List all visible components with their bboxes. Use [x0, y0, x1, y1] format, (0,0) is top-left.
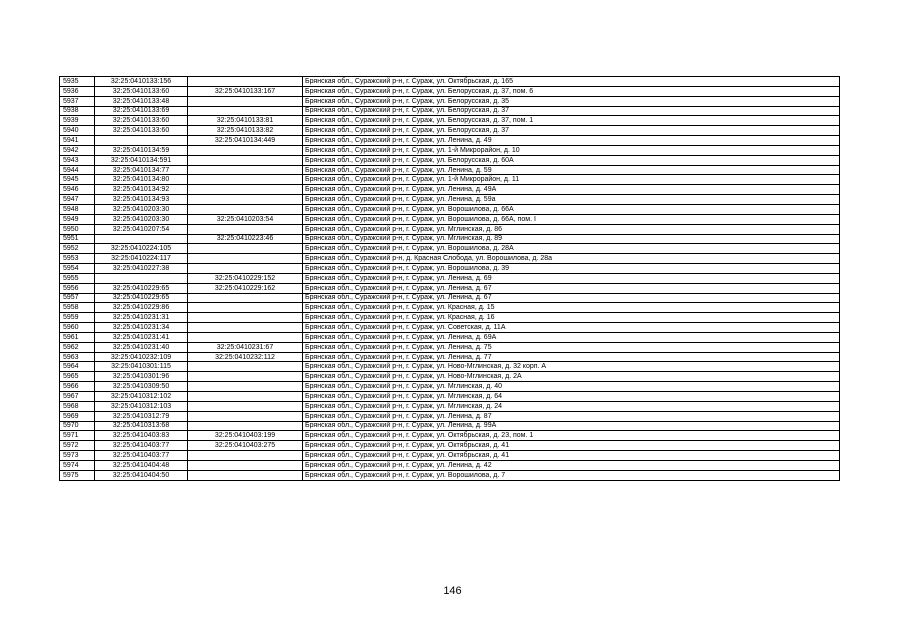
address-cell: Брянская обл., Суражский р-н, г. Сураж, ул. Ново-Мглинская, д. 2А	[303, 372, 840, 382]
table-row	[60, 313, 840, 323]
table-row	[60, 401, 840, 411]
row-number-cell: 5947	[60, 195, 95, 205]
address-cell: Брянская обл., Суражский р-н, д. Красная Слобода, ул. Ворошилова, д. 28а	[303, 254, 840, 264]
table-row	[60, 273, 840, 283]
cadastral-number-cell: 32:25:0410134:449	[188, 136, 303, 146]
address-cell: Брянская обл., Суражский р-н, г. Сураж, ул. Ленина, д. 67	[303, 283, 840, 293]
address-cell: Брянская обл., Суражский р-н, г. Сураж, ул. Ворошилова, д. 66А	[303, 204, 840, 214]
address-cell: Брянская обл., Суражский р-н, г. Сураж, ул. Ленина, д. 77	[303, 352, 840, 362]
parent-cadastral-number-cell: 32:25:0410229:86	[95, 303, 188, 313]
address-cell: Брянская обл., Суражский р-н, г. Сураж, ул. Ворошилова, д. 39	[303, 264, 840, 274]
address-cell: Брянская обл., Суражский р-н, г. Сураж, ул. Октябрьская, д. 23, пом. 1	[303, 431, 840, 441]
row-number-cell: 5936	[60, 86, 95, 96]
parent-cadastral-number-cell: 32:25:0410203:30	[95, 204, 188, 214]
table-row	[60, 332, 840, 342]
cadastral-number-cell	[188, 224, 303, 234]
parent-cadastral-number-cell: 32:25:0410134:80	[95, 175, 188, 185]
cadastral-number-cell	[188, 96, 303, 106]
row-number-cell: 5973	[60, 451, 95, 461]
parent-cadastral-number-cell: 32:25:0410133:60	[95, 116, 188, 126]
parent-cadastral-number-cell: 32:25:0410312:102	[95, 392, 188, 402]
table-row	[60, 342, 840, 352]
address-cell: Брянская обл., Суражский р-н, г. Сураж, ул. Октябрьская, д. 41	[303, 441, 840, 451]
cadastral-number-cell	[188, 106, 303, 116]
row-number-cell: 5942	[60, 145, 95, 155]
row-number-cell: 5946	[60, 185, 95, 195]
table-row	[60, 224, 840, 234]
parent-cadastral-number-cell	[95, 234, 188, 244]
row-number-cell: 5967	[60, 392, 95, 402]
address-cell: Брянская обл., Суражский р-н, г. Сураж, ул. Белорусская, д. 35	[303, 96, 840, 106]
table-row	[60, 126, 840, 136]
parent-cadastral-number-cell	[95, 136, 188, 146]
row-number-cell: 5955	[60, 273, 95, 283]
parent-cadastral-number-cell	[95, 273, 188, 283]
parent-cadastral-number-cell: 32:25:0410312:103	[95, 401, 188, 411]
cadastral-number-cell	[188, 185, 303, 195]
parent-cadastral-number-cell: 32:25:0410404:50	[95, 470, 188, 480]
row-number-cell: 5952	[60, 244, 95, 254]
table-row	[60, 352, 840, 362]
parent-cadastral-number-cell: 32:25:0410227:38	[95, 264, 188, 274]
table-row	[60, 96, 840, 106]
address-cell: Брянская обл., Суражский р-н, г. Сураж, ул. Белорусская, д. 60А	[303, 155, 840, 165]
address-cell: Брянская обл., Суражский р-н, г. Сураж, ул. Октябрьская, д. 41	[303, 451, 840, 461]
address-cell: Брянская обл., Суражский р-н, г. Сураж, ул. Белорусская, д. 37, пом. 1	[303, 116, 840, 126]
table-row	[60, 441, 840, 451]
cadastral-number-cell	[188, 362, 303, 372]
table-row	[60, 293, 840, 303]
row-number-cell: 5951	[60, 234, 95, 244]
parent-cadastral-number-cell: 32:25:0410133:156	[95, 77, 188, 87]
table-row	[60, 155, 840, 165]
table-row	[60, 77, 840, 87]
row-number-cell: 5975	[60, 470, 95, 480]
address-cell: Брянская обл., Суражский р-н, г. Сураж, ул. Ворошилова, д. 28А	[303, 244, 840, 254]
cadastral-number-cell	[188, 175, 303, 185]
table-row	[60, 362, 840, 372]
row-number-cell: 5964	[60, 362, 95, 372]
table-row	[60, 411, 840, 421]
address-cell: Брянская обл., Суражский р-н, г. Сураж, ул. Ленина, д. 49	[303, 136, 840, 146]
address-cell: Брянская обл., Суражский р-н, г. Сураж, ул. Мглинская, д. 24	[303, 401, 840, 411]
row-number-cell: 5969	[60, 411, 95, 421]
address-cell: Брянская обл., Суражский р-н, г. Сураж, ул. Ленина, д. 67	[303, 293, 840, 303]
row-number-cell: 5937	[60, 96, 95, 106]
row-number-cell: 5956	[60, 283, 95, 293]
cadastral-number-cell	[188, 332, 303, 342]
parent-cadastral-number-cell: 32:25:0410133:60	[95, 126, 188, 136]
row-number-cell: 5941	[60, 136, 95, 146]
address-cell: Брянская обл., Суражский р-н, г. Сураж, ул. Ленина, д. 87	[303, 411, 840, 421]
row-number-cell: 5938	[60, 106, 95, 116]
parent-cadastral-number-cell: 32:25:0410224:105	[95, 244, 188, 254]
parent-cadastral-number-cell: 32:25:0410134:591	[95, 155, 188, 165]
address-cell: Брянская обл., Суражский р-н, г. Сураж, ул. Белорусская, д. 37	[303, 126, 840, 136]
parent-cadastral-number-cell: 32:25:0410133:60	[95, 86, 188, 96]
parent-cadastral-number-cell: 32:25:0410403:77	[95, 451, 188, 461]
address-cell: Брянская обл., Суражский р-н, г. Сураж, ул. Ленина, д. 49А	[303, 185, 840, 195]
address-cell: Брянская обл., Суражский р-н, г. Сураж, ул. Ленина, д. 59	[303, 165, 840, 175]
parent-cadastral-number-cell: 32:25:0410133:69	[95, 106, 188, 116]
cadastral-number-cell	[188, 392, 303, 402]
row-number-cell: 5972	[60, 441, 95, 451]
table-row	[60, 175, 840, 185]
table-row	[60, 185, 840, 195]
address-cell: Брянская обл., Суражский р-н, г. Сураж, ул. Октябрьская, д. 165	[303, 77, 840, 87]
address-cell: Брянская обл., Суражский р-н, г. Сураж, ул. Ворошилова, д. 7	[303, 470, 840, 480]
table-row	[60, 204, 840, 214]
row-number-cell: 5970	[60, 421, 95, 431]
address-cell: Брянская обл., Суражский р-н, г. Сураж, ул. Ленина, д. 99А	[303, 421, 840, 431]
parent-cadastral-number-cell: 32:25:0410134:77	[95, 165, 188, 175]
address-cell: Брянская обл., Суражский р-н, г. Сураж, ул. Советская, д. 11А	[303, 323, 840, 333]
parent-cadastral-number-cell: 32:25:0410231:34	[95, 323, 188, 333]
parent-cadastral-number-cell: 32:25:0410309:50	[95, 382, 188, 392]
row-number-cell: 5935	[60, 77, 95, 87]
table-row	[60, 460, 840, 470]
cadastral-number-cell	[188, 401, 303, 411]
row-number-cell: 5950	[60, 224, 95, 234]
parent-cadastral-number-cell: 32:25:0410229:65	[95, 293, 188, 303]
row-number-cell: 5939	[60, 116, 95, 126]
cadastral-number-cell	[188, 372, 303, 382]
row-number-cell: 5961	[60, 332, 95, 342]
cadastral-number-cell	[188, 244, 303, 254]
table-row	[60, 165, 840, 175]
row-number-cell: 5965	[60, 372, 95, 382]
address-cell: Брянская обл., Суражский р-н, г. Сураж, ул. Ленина, д. 69А	[303, 332, 840, 342]
parent-cadastral-number-cell: 32:25:0410133:48	[95, 96, 188, 106]
cadastral-number-cell	[188, 303, 303, 313]
cadastral-number-cell	[188, 411, 303, 421]
parent-cadastral-number-cell: 32:25:0410231:40	[95, 342, 188, 352]
address-cell: Брянская обл., Суражский р-н, г. Сураж, ул. Мглинская, д. 89	[303, 234, 840, 244]
table-row	[60, 470, 840, 480]
cadastral-number-cell: 32:25:0410231:67	[188, 342, 303, 352]
address-cell: Брянская обл., Суражский р-н, г. Сураж, ул. Ворошилова, д. 66А, пом. I	[303, 214, 840, 224]
page-number: 146	[443, 585, 462, 597]
cadastral-number-cell: 32:25:0410403:275	[188, 441, 303, 451]
cadastral-number-cell	[188, 254, 303, 264]
cadastral-number-cell	[188, 313, 303, 323]
cadastral-number-cell	[188, 421, 303, 431]
row-number-cell: 5971	[60, 431, 95, 441]
table-row	[60, 451, 840, 461]
parent-cadastral-number-cell: 32:25:0410134:93	[95, 195, 188, 205]
row-number-cell: 5974	[60, 460, 95, 470]
parent-cadastral-number-cell: 32:25:0410403:77	[95, 441, 188, 451]
row-number-cell: 5953	[60, 254, 95, 264]
row-number-cell: 5954	[60, 264, 95, 274]
table-row	[60, 195, 840, 205]
table-row	[60, 86, 840, 96]
registry-table	[59, 76, 840, 481]
cadastral-number-cell: 32:25:0410203:54	[188, 214, 303, 224]
address-cell: Брянская обл., Суражский р-н, г. Сураж, ул. Мглинская, д. 86	[303, 224, 840, 234]
row-number-cell: 5957	[60, 293, 95, 303]
parent-cadastral-number-cell: 32:25:0410404:48	[95, 460, 188, 470]
row-number-cell: 5968	[60, 401, 95, 411]
table-row	[60, 431, 840, 441]
address-cell: Брянская обл., Суражский р-н, г. Сураж, ул. Красная, д. 15	[303, 303, 840, 313]
parent-cadastral-number-cell: 32:25:0410231:31	[95, 313, 188, 323]
row-number-cell: 5966	[60, 382, 95, 392]
parent-cadastral-number-cell: 32:25:0410301:115	[95, 362, 188, 372]
row-number-cell: 5949	[60, 214, 95, 224]
table-row	[60, 323, 840, 333]
cadastral-number-cell	[188, 323, 303, 333]
parent-cadastral-number-cell: 32:25:0410224:117	[95, 254, 188, 264]
row-number-cell: 5940	[60, 126, 95, 136]
address-cell: Брянская обл., Суражский р-н, г. Сураж, ул. 1-й Микрорайон, д. 11	[303, 175, 840, 185]
table-row	[60, 392, 840, 402]
cadastral-number-cell	[188, 293, 303, 303]
table-row	[60, 264, 840, 274]
cadastral-number-cell	[188, 451, 303, 461]
row-number-cell: 5959	[60, 313, 95, 323]
row-number-cell: 5963	[60, 352, 95, 362]
address-cell: Брянская обл., Суражский р-н, г. Сураж, ул. Ленина, д. 59а	[303, 195, 840, 205]
parent-cadastral-number-cell: 32:25:0410203:30	[95, 214, 188, 224]
table-row	[60, 254, 840, 264]
address-cell: Брянская обл., Суражский р-н, г. Сураж, ул. Мглинская, д. 40	[303, 382, 840, 392]
table-row	[60, 145, 840, 155]
table-row	[60, 214, 840, 224]
table-row	[60, 244, 840, 254]
cadastral-number-cell	[188, 77, 303, 87]
address-cell: Брянская обл., Суражский р-н, г. Сураж, ул. Красная, д. 16	[303, 313, 840, 323]
table-row	[60, 234, 840, 244]
row-number-cell: 5960	[60, 323, 95, 333]
table-row	[60, 106, 840, 116]
table-row	[60, 116, 840, 126]
parent-cadastral-number-cell: 32:25:0410229:65	[95, 283, 188, 293]
address-cell: Брянская обл., Суражский р-н, г. Сураж, ул. Ленина, д. 75	[303, 342, 840, 352]
table-row	[60, 283, 840, 293]
cadastral-number-cell	[188, 382, 303, 392]
cadastral-number-cell	[188, 145, 303, 155]
table-row	[60, 303, 840, 313]
row-number-cell: 5944	[60, 165, 95, 175]
parent-cadastral-number-cell: 32:25:0410313:68	[95, 421, 188, 431]
cadastral-number-cell: 32:25:0410133:167	[188, 86, 303, 96]
address-cell: Брянская обл., Суражский р-н, г. Сураж, ул. Белорусская, д. 37, пом. 6	[303, 86, 840, 96]
cadastral-number-cell: 32:25:0410403:199	[188, 431, 303, 441]
table-row	[60, 382, 840, 392]
cadastral-number-cell: 32:25:0410223:46	[188, 234, 303, 244]
address-cell: Брянская обл., Суражский р-н, г. Сураж, ул. Белорусская, д. 37	[303, 106, 840, 116]
row-number-cell: 5958	[60, 303, 95, 313]
row-number-cell: 5943	[60, 155, 95, 165]
parent-cadastral-number-cell: 32:25:0410403:83	[95, 431, 188, 441]
cadastral-number-cell: 32:25:0410229:162	[188, 283, 303, 293]
cadastral-number-cell	[188, 165, 303, 175]
parent-cadastral-number-cell: 32:25:0410207:54	[95, 224, 188, 234]
row-number-cell: 5945	[60, 175, 95, 185]
parent-cadastral-number-cell: 32:25:0410312:79	[95, 411, 188, 421]
cadastral-number-cell	[188, 264, 303, 274]
cadastral-number-cell	[188, 195, 303, 205]
address-cell: Брянская обл., Суражский р-н, г. Сураж, ул. 1-й Микрорайон, д. 10	[303, 145, 840, 155]
cadastral-number-cell	[188, 470, 303, 480]
address-cell: Брянская обл., Суражский р-н, г. Сураж, ул. Ленина, д. 42	[303, 460, 840, 470]
registry-table-body	[60, 77, 840, 481]
cadastral-number-cell: 32:25:0410133:82	[188, 126, 303, 136]
parent-cadastral-number-cell: 32:25:0410232:109	[95, 352, 188, 362]
parent-cadastral-number-cell: 32:25:0410301:96	[95, 372, 188, 382]
address-cell: Брянская обл., Суражский р-н, г. Сураж, ул. Мглинская, д. 64	[303, 392, 840, 402]
cadastral-number-cell: 32:25:0410133:81	[188, 116, 303, 126]
table-row	[60, 136, 840, 146]
address-cell: Брянская обл., Суражский р-н, г. Сураж, ул. Ново-Мглинская, д. 32 корп. А	[303, 362, 840, 372]
table-row	[60, 421, 840, 431]
table-row	[60, 372, 840, 382]
cadastral-number-cell	[188, 460, 303, 470]
parent-cadastral-number-cell: 32:25:0410231:41	[95, 332, 188, 342]
address-cell: Брянская обл., Суражский р-н, г. Сураж, ул. Ленина, д. 69	[303, 273, 840, 283]
parent-cadastral-number-cell: 32:25:0410134:92	[95, 185, 188, 195]
cadastral-number-cell	[188, 155, 303, 165]
row-number-cell: 5948	[60, 204, 95, 214]
cadastral-number-cell	[188, 204, 303, 214]
cadastral-number-cell: 32:25:0410229:152	[188, 273, 303, 283]
parent-cadastral-number-cell: 32:25:0410134:59	[95, 145, 188, 155]
cadastral-number-cell: 32:25:0410232:112	[188, 352, 303, 362]
row-number-cell: 5962	[60, 342, 95, 352]
